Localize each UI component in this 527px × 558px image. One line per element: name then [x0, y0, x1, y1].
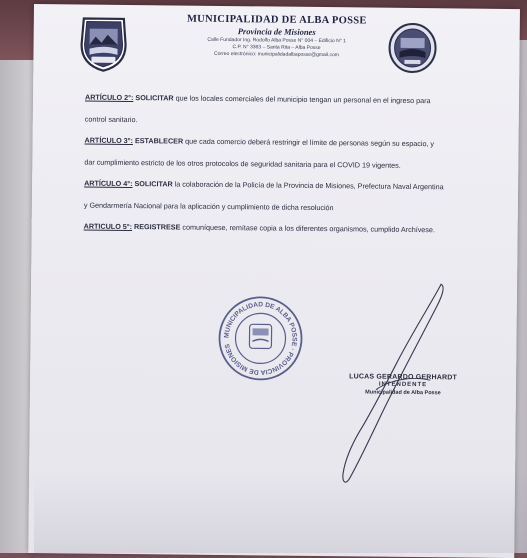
- signatory-organization: Municipalidad de Alba Posse: [365, 389, 441, 397]
- letterhead: [33, 12, 519, 60]
- signature-block: [348, 373, 458, 396]
- article-label: ARTÍCULO 4°:: [84, 178, 133, 189]
- article-4: [84, 173, 444, 220]
- article-verb: SOLICITAR: [135, 93, 174, 103]
- article-verb: SOLICITAR: [134, 179, 173, 189]
- signatory-title: INTENDENTE: [378, 381, 428, 389]
- article-5: [84, 216, 444, 241]
- article-text: que los locales comerciales del municipio tengan un personal en el ingreso para control sanitario.: [84, 93, 431, 124]
- organization-name: MUNICIPALIDAD DE ALBA POSSE: [186, 13, 367, 27]
- official-stamp-icon: [216, 294, 305, 383]
- postal-line: C.P. N° 3363 – Santa Rita – Alba Posse: [232, 44, 321, 52]
- article-label: ARTICULO 5°:: [83, 221, 133, 232]
- article-label: ARTÍCULO 2°:: [84, 92, 134, 103]
- article-label: ARTÍCULO 3°:: [84, 135, 134, 146]
- svg-text:MUNICIPALIDAD DE ALBA POSSE ·: MUNICIPALIDAD DE ALBA POSSE · PROVINCIA DE MISIONES: [223, 301, 298, 376]
- resolution-body: [84, 87, 446, 241]
- province-name: Provincia de Misiones: [237, 26, 316, 37]
- article-2: [85, 87, 445, 134]
- article-text: la colaboración de la Policía de la Provincia de Misiones, Prefectura Naval Argentina y Gendarmería Nacional para la aplicación y cumplimiento de dicha resolución: [83, 179, 444, 212]
- article-text: comuníquese, remítase copia a los diferentes organismos, cumplido Archívese.: [180, 222, 435, 235]
- article-verb: REGISTRESE: [134, 222, 181, 232]
- address-line: Calle Fundador Ing. Rodolfo Alba Posse N° 004 – Edificio N° 1: [207, 36, 346, 45]
- article-text: que cada comercio deberá restringir el límite de personas según su espacio, y dar cumplimiento estricto de los otros protocolos de seguridad sanitaria para el COVID 19 vigentes.: [84, 136, 435, 170]
- email-line: Correo electrónico: municipalidadalbaposse@gmail.com: [214, 50, 339, 59]
- article-3: [84, 130, 444, 177]
- signatory-name: LUCAS GERARDO GERHARDT: [349, 373, 458, 382]
- document-sheet: [28, 4, 520, 558]
- article-verb: ESTABLECER: [134, 136, 184, 146]
